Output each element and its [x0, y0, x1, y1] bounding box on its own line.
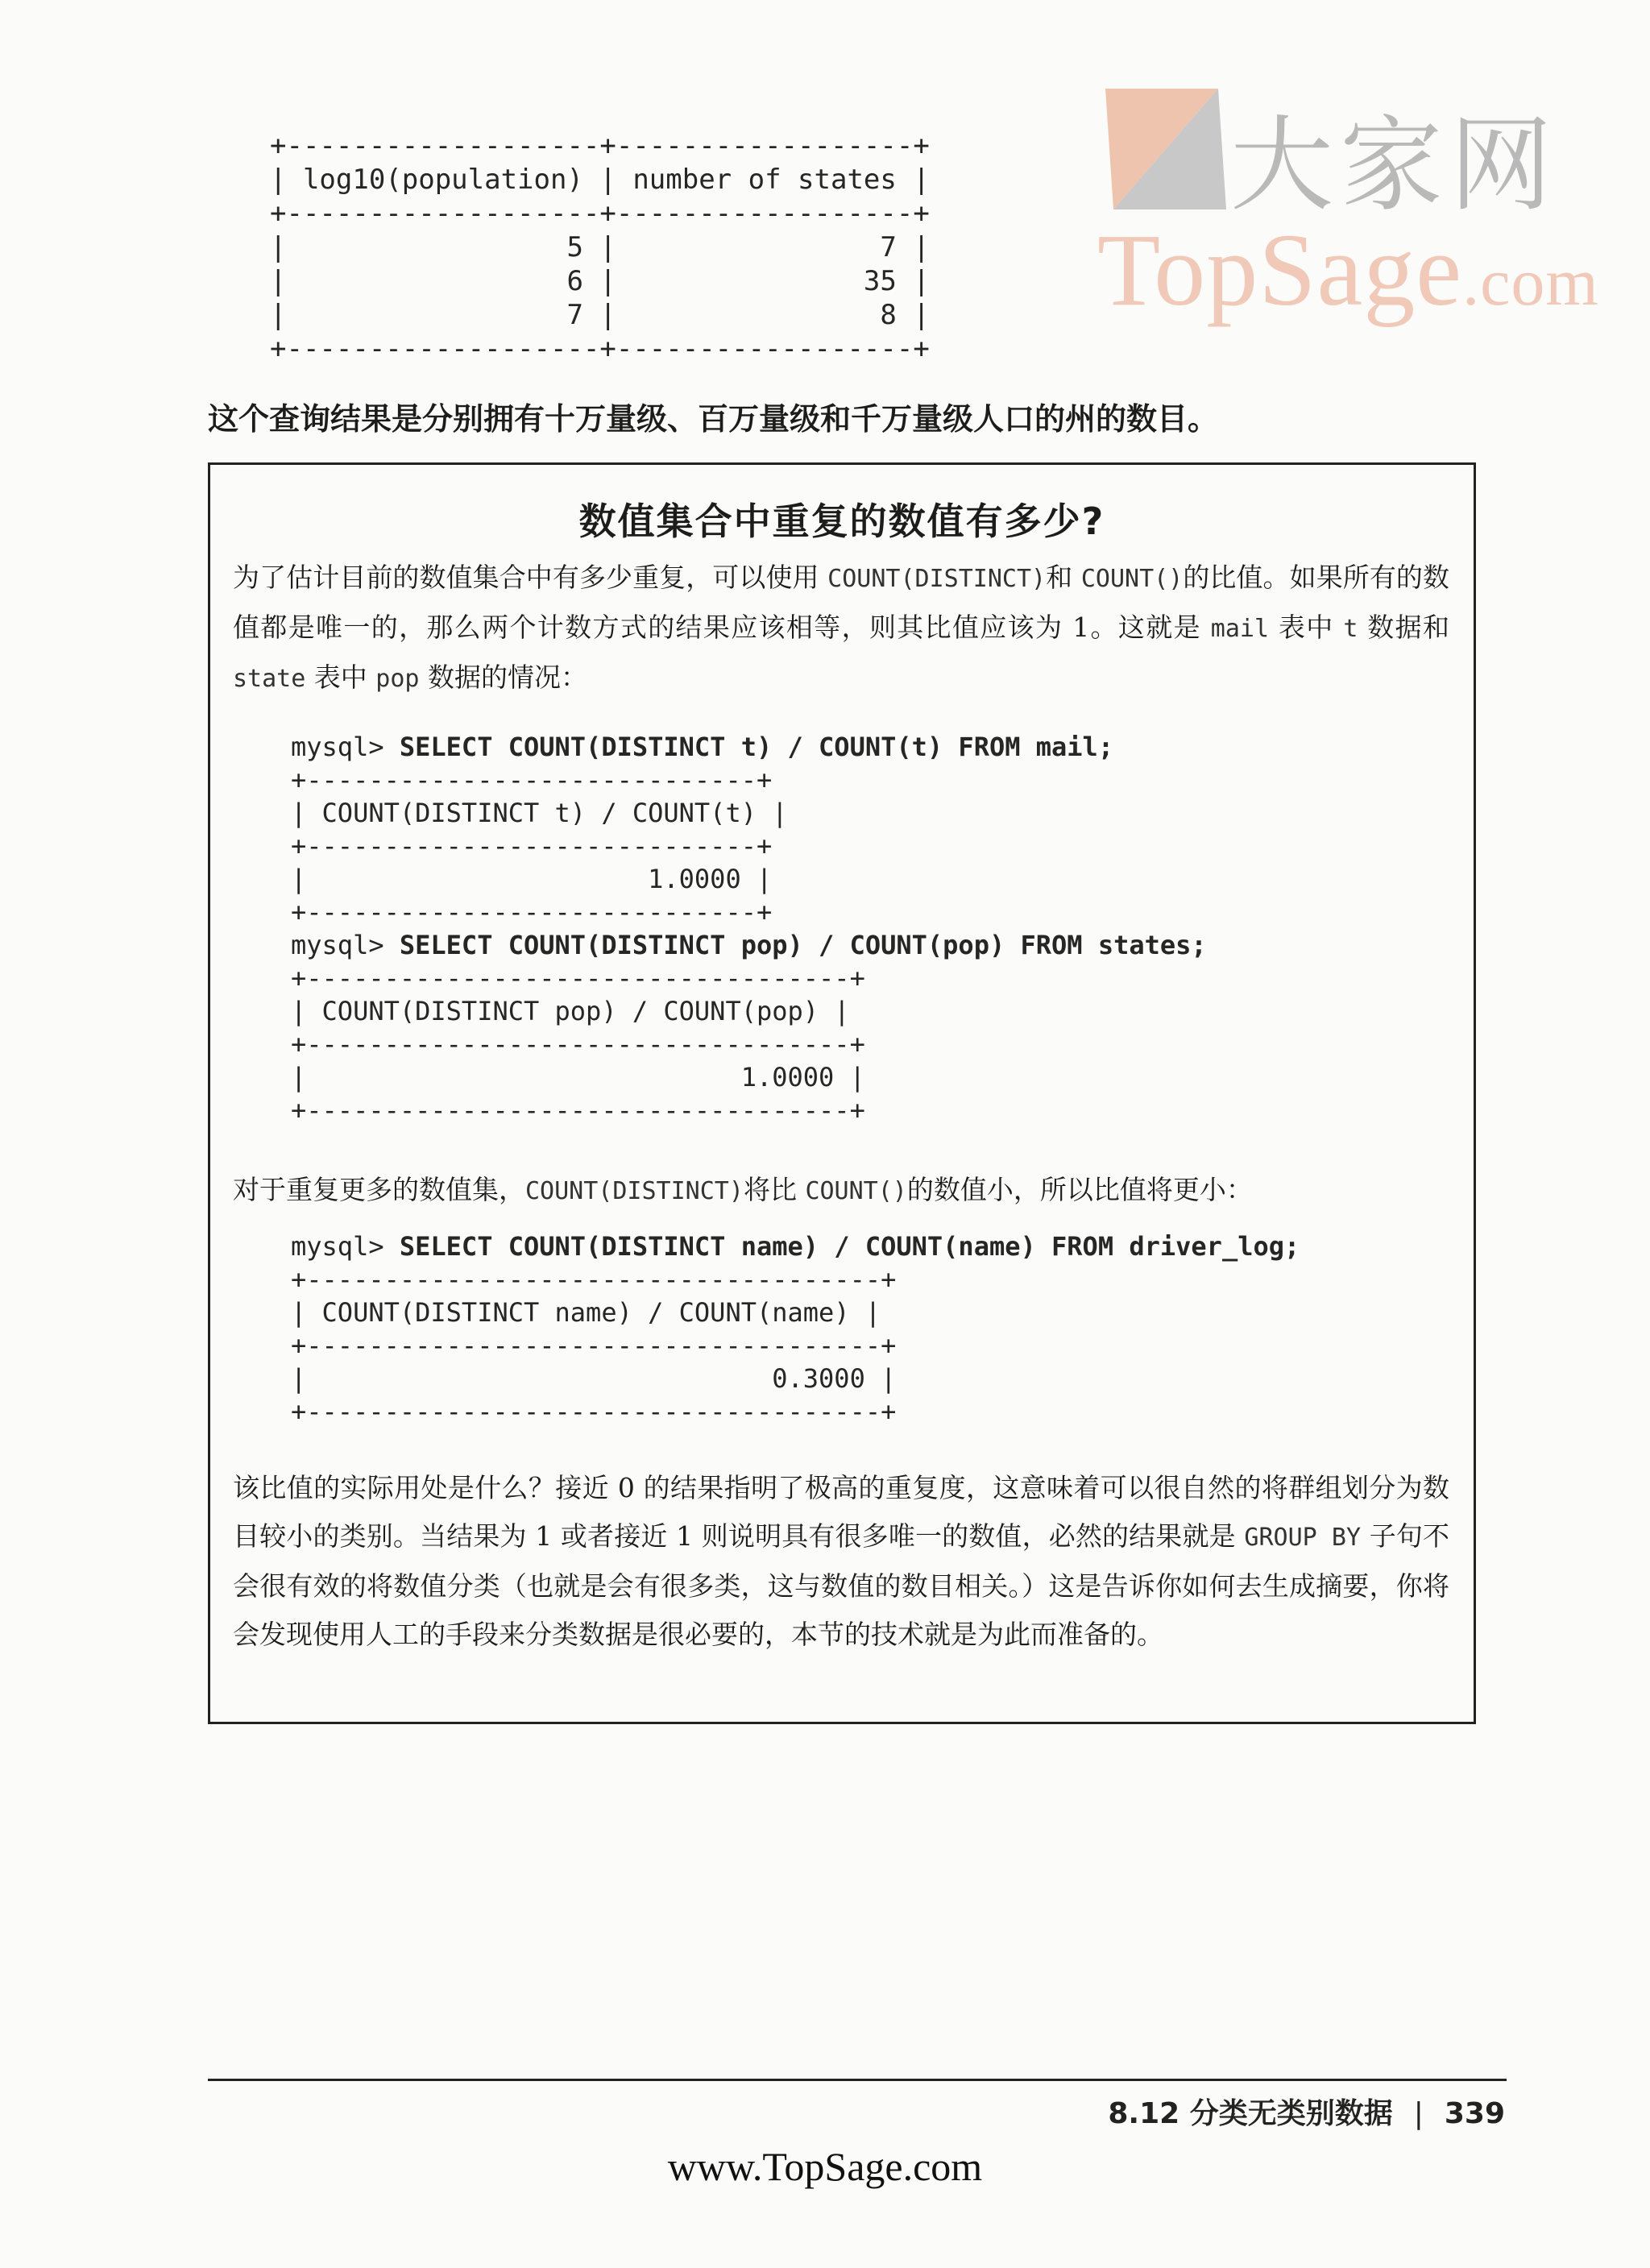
- table-line: | 7 | 8 |: [270, 299, 930, 331]
- table-line: +-------------------+------------------+: [270, 130, 930, 162]
- table-line: | 6 | 35 |: [270, 265, 930, 297]
- inline-code: t: [1343, 615, 1358, 643]
- text-run: 的比值。如果所有的数值都是唯一的，那么两个计数方式的结果应该相等，则其比值应该为 1。这就是: [233, 562, 1449, 643]
- table-line: +-----------------------------+: [291, 897, 773, 927]
- table-line: | 1.0000 |: [291, 864, 773, 894]
- mysql-prompt: mysql>: [291, 930, 400, 960]
- inline-code: COUNT(DISTINCT): [827, 565, 1047, 593]
- table-line: | COUNT(DISTINCT pop) / COUNT(pop) |: [291, 996, 850, 1026]
- mysql-prompt: mysql>: [291, 1231, 400, 1262]
- text-run: 该比值的实际用处是什么？接近 0 的结果指明了极高的重复度，这意味着可以很自然的将群组划分为数目较小的类别。当结果为 1 或者接近 1 则说明具有很多唯一的数值，必然的结果就是: [233, 1472, 1449, 1552]
- table-line: | COUNT(DISTINCT t) / COUNT(t) |: [291, 798, 788, 828]
- query-block-3: [291, 1230, 1300, 1428]
- query-block-2: [291, 929, 1207, 1127]
- sql-statement: SELECT COUNT(DISTINCT name) / COUNT(name) FROM driver_log;: [399, 1231, 1300, 1262]
- text-run: 为了估计目前的数值集合中有多少重复，可以使用: [233, 562, 828, 593]
- table-line: +-----------------------------+: [291, 765, 773, 795]
- text-run: 表中: [305, 661, 376, 693]
- running-head: [1108, 2091, 1505, 2132]
- text-run: 子句不会很有效的将数值分类（也就是会有很多类，这与数值的数目相关。）这是告诉你如何去生成摘要，你将会发现使用人工的手段来分类数据是很必要的，本节的技术就是为此而准备的。: [233, 1520, 1449, 1650]
- inline-code: GROUP BY: [1244, 1524, 1362, 1552]
- watermark-site-suffix: .com: [1462, 245, 1599, 320]
- table-line: +-------------------------------------+: [291, 1264, 897, 1295]
- table-line: | 0.3000 |: [291, 1363, 897, 1394]
- table-line: +-------------------------------------+: [291, 1330, 897, 1361]
- inline-code: COUNT(): [805, 1177, 907, 1205]
- text-run: 的数值小，所以比值将更小：: [906, 1174, 1253, 1205]
- page-number: 339: [1444, 2097, 1505, 2130]
- footer-rule: [208, 2079, 1507, 2081]
- text-run: 将比: [743, 1174, 806, 1205]
- sidebar-title: 数值集合中重复的数值有多少?: [578, 500, 1105, 543]
- table-line: +-----------------------------------+: [291, 1029, 865, 1059]
- watermark: [1081, 74, 1599, 348]
- text-run: 表中: [1269, 612, 1344, 643]
- table-line: | COUNT(DISTINCT name) / COUNT(name) |: [291, 1297, 881, 1328]
- inline-code: mail: [1210, 615, 1270, 643]
- table-line: | 1.0000 |: [291, 1062, 865, 1093]
- sidebar-paragraph-3: [233, 1464, 1449, 1659]
- top-result-table: [270, 129, 930, 366]
- intro-sentence: 这个查询结果是分别拥有十万量级、百万量级和千万量级人口的州的数目。: [208, 400, 1219, 437]
- table-line: +-----------------------------+: [291, 831, 773, 861]
- table-line: +-------------------+------------------+: [270, 197, 930, 230]
- topsage-logo-icon: [1081, 81, 1242, 218]
- inline-code: state: [233, 665, 306, 693]
- footer-separator: |: [1413, 2097, 1424, 2130]
- text-run: 数据和: [1358, 612, 1449, 643]
- mysql-prompt: mysql>: [291, 732, 400, 762]
- inline-code: pop: [375, 665, 420, 693]
- table-line: +-----------------------------------+: [291, 1095, 865, 1126]
- section-title: 8.12 分类无类别数据: [1108, 2097, 1393, 2130]
- watermark-site: TopSage: [1097, 213, 1463, 327]
- watermark-logo-text: 大家网: [1230, 106, 1560, 226]
- inline-code: COUNT(): [1080, 565, 1184, 593]
- sidebar-box: [208, 462, 1476, 1724]
- table-line: | log10(population) | number of states |: [270, 164, 930, 196]
- inline-code: COUNT(DISTINCT): [525, 1177, 744, 1205]
- table-line: | 5 | 7 |: [270, 231, 930, 263]
- text-run: 对于重复更多的数值集，: [233, 1174, 525, 1205]
- text-run: 和: [1046, 562, 1081, 593]
- table-line: +-----------------------------------+: [291, 963, 865, 993]
- sidebar-paragraph-1: [233, 554, 1449, 703]
- table-line: +-------------------+------------------+: [270, 333, 930, 365]
- watermark-site-name: [1097, 211, 1599, 330]
- sql-statement: SELECT COUNT(DISTINCT pop) / COUNT(pop) FROM states;: [399, 930, 1207, 960]
- sidebar-paragraph-2: [233, 1166, 1449, 1216]
- table-line: +-------------------------------------+: [291, 1396, 897, 1427]
- text-run: 数据的情况：: [419, 661, 587, 693]
- query-block-1: [291, 731, 1113, 929]
- sql-statement: SELECT COUNT(DISTINCT t) / COUNT(t) FROM mail;: [399, 732, 1114, 762]
- site-url: www.TopSage.com: [667, 2144, 983, 2189]
